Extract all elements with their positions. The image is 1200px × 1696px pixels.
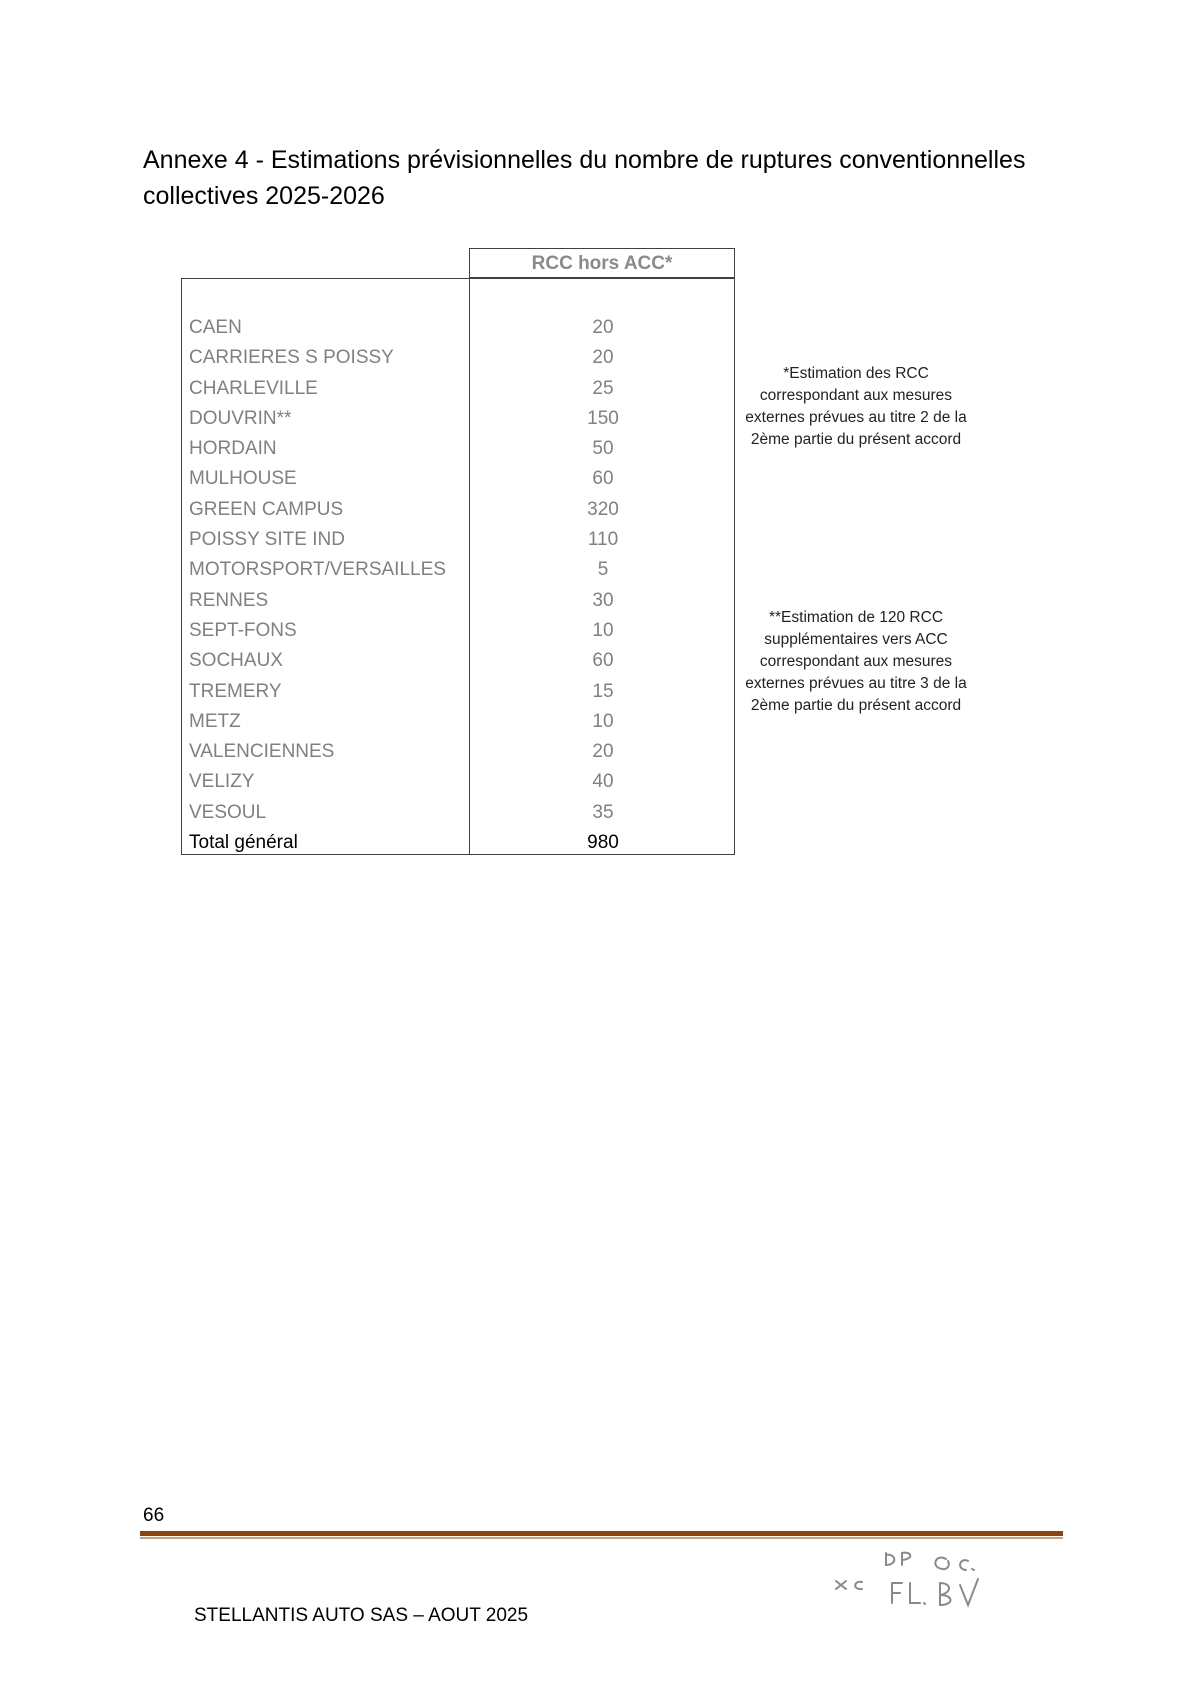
site-name: SOCHAUX bbox=[189, 650, 283, 672]
rcc-value: 320 bbox=[587, 498, 619, 520]
table-row bbox=[182, 343, 736, 373]
table-row bbox=[182, 525, 736, 555]
table-row bbox=[182, 646, 736, 676]
site-name: SEPT-FONS bbox=[189, 619, 297, 641]
table-row bbox=[182, 767, 736, 797]
rcc-value: 150 bbox=[587, 407, 619, 429]
rcc-value: 40 bbox=[592, 771, 614, 793]
site-name: HORDAIN bbox=[189, 438, 277, 460]
rcc-value: 25 bbox=[592, 377, 614, 399]
table-row bbox=[182, 707, 736, 737]
site-name: GREEN CAMPUS bbox=[189, 498, 344, 520]
table-body bbox=[181, 278, 735, 855]
site-name: CAEN bbox=[189, 317, 242, 338]
table-row bbox=[182, 464, 736, 494]
site-name: VALENCIENNES bbox=[189, 741, 335, 763]
site-name: CHARLEVILLE bbox=[189, 377, 318, 399]
table-row bbox=[182, 374, 736, 404]
column-header-rcc: RCC hors ACC* bbox=[469, 248, 735, 278]
rcc-value: 60 bbox=[592, 468, 614, 490]
table-row bbox=[182, 798, 736, 828]
rcc-value: 10 bbox=[592, 619, 614, 641]
footer-rule bbox=[140, 1531, 1063, 1539]
rcc-value: 20 bbox=[592, 347, 614, 369]
table-row bbox=[182, 616, 736, 646]
page-number: 66 bbox=[143, 1505, 165, 1526]
total-label: Total général bbox=[189, 832, 298, 854]
table-row bbox=[182, 404, 736, 434]
table-rows bbox=[182, 313, 736, 858]
total-row bbox=[182, 828, 736, 858]
site-name: CARRIERES S POISSY bbox=[189, 347, 394, 369]
rcc-value: 5 bbox=[597, 559, 609, 581]
table-row bbox=[182, 677, 736, 707]
rcc-value: 110 bbox=[587, 529, 619, 551]
footer-text: STELLANTIS AUTO SAS – AOUT 2025 bbox=[194, 1605, 529, 1626]
table-row bbox=[182, 434, 736, 464]
rcc-value: 30 bbox=[592, 589, 614, 611]
footnote-estimation-rcc: *Estimation des RCC correspondant aux mesures externes prévues au titre 2 de la 2ème partie du présent accord bbox=[745, 365, 967, 448]
table-row bbox=[182, 313, 736, 343]
rcc-value: 35 bbox=[592, 801, 614, 823]
site-name: POISSY SITE IND bbox=[189, 529, 345, 551]
table-row bbox=[182, 495, 736, 525]
rcc-value: 60 bbox=[592, 650, 614, 672]
site-name: MOTORSPORT/VERSAILLES bbox=[189, 559, 446, 581]
site-name: VELIZY bbox=[189, 771, 255, 793]
site-name: METZ bbox=[189, 710, 241, 732]
rcc-value: 20 bbox=[592, 317, 614, 338]
site-name: DOUVRIN** bbox=[189, 407, 292, 429]
site-name: TREMERY bbox=[189, 680, 282, 702]
site-name: RENNES bbox=[189, 589, 269, 611]
page-title: Annexe 4 - Estimations prévisionnelles du nombre de ruptures conventionnelles collectives 2025-2026 bbox=[143, 146, 1026, 210]
rcc-value: 10 bbox=[592, 710, 614, 732]
footnote-estimation-acc: **Estimation de 120 RCC supplémentaires vers ACC correspondant aux mesures externes prévues au titre 3 de la 2ème partie du présent accord bbox=[745, 609, 967, 714]
rcc-value: 50 bbox=[592, 438, 614, 460]
site-name: MULHOUSE bbox=[189, 468, 297, 490]
handwritten-initials bbox=[822, 1545, 1012, 1615]
table-row bbox=[182, 555, 736, 585]
table-row bbox=[182, 586, 736, 616]
total-value: 980 bbox=[587, 832, 619, 854]
rcc-value: 20 bbox=[592, 741, 614, 763]
rcc-value: 15 bbox=[592, 680, 614, 702]
site-name: VESOUL bbox=[189, 801, 267, 823]
table-row bbox=[182, 737, 736, 767]
